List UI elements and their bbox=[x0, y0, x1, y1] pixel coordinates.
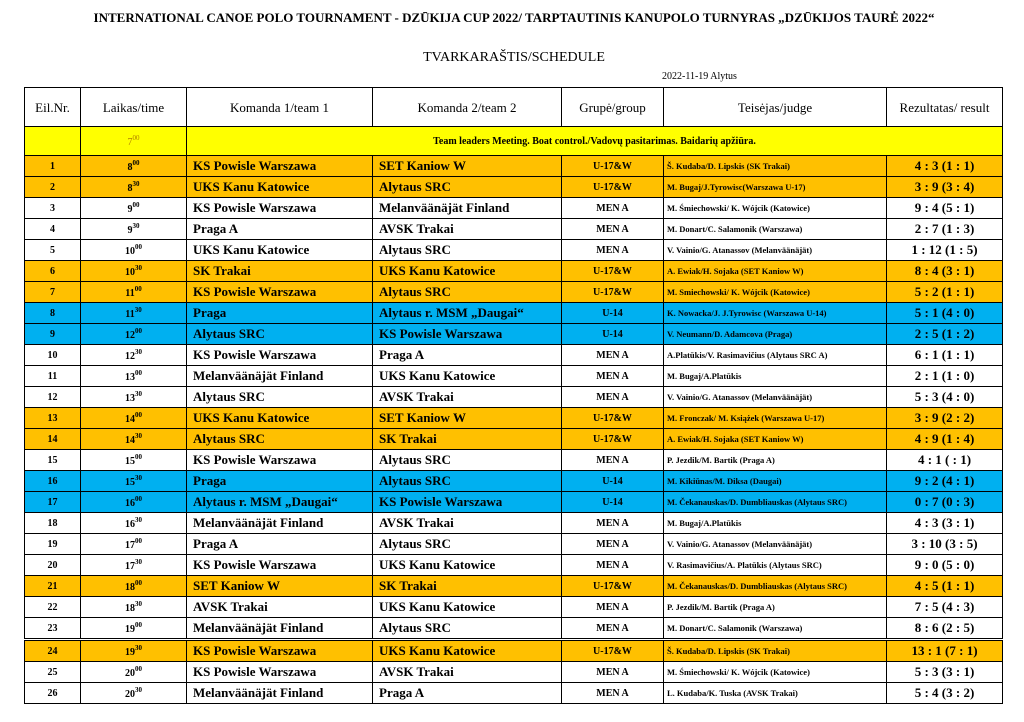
team-2: Alytaus SRC bbox=[373, 534, 562, 555]
match-hour: 10 bbox=[125, 246, 135, 257]
match-result: 9 : 0 (5 : 0) bbox=[887, 555, 1003, 576]
header-time: Laikas/time bbox=[81, 88, 187, 127]
team-1: UKS Kanu Katowice bbox=[187, 177, 373, 198]
header-team1: Komanda 1/team 1 bbox=[187, 88, 373, 127]
match-judge: V. Rasimavičius/A. Platūkis (Alytaus SRC) bbox=[664, 555, 887, 576]
team-1: KS Powisle Warszawa bbox=[187, 450, 373, 471]
match-result: 3 : 9 (2 : 2) bbox=[887, 408, 1003, 429]
team-1: KS Powisle Warszawa bbox=[187, 198, 373, 219]
match-number: 24 bbox=[25, 640, 81, 662]
match-hour: 15 bbox=[125, 456, 135, 467]
match-result: 1 : 12 (1 : 5) bbox=[887, 240, 1003, 261]
team-1: KS Powisle Warszawa bbox=[187, 555, 373, 576]
team-2: AVSK Trakai bbox=[373, 387, 562, 408]
match-judge: M. Bugaj/A.Platūkis bbox=[664, 366, 887, 387]
team-1: SK Trakai bbox=[187, 261, 373, 282]
match-hour: 15 bbox=[125, 477, 135, 488]
match-result: 5 : 3 (3 : 1) bbox=[887, 662, 1003, 683]
match-time bbox=[81, 429, 187, 450]
match-number: 5 bbox=[25, 240, 81, 261]
table-row bbox=[25, 683, 1003, 704]
match-time bbox=[81, 618, 187, 640]
match-time bbox=[81, 662, 187, 683]
match-time bbox=[81, 198, 187, 219]
match-time bbox=[81, 345, 187, 366]
table-row bbox=[25, 555, 1003, 576]
match-time bbox=[81, 576, 187, 597]
table-row bbox=[25, 282, 1003, 303]
match-number: 14 bbox=[25, 429, 81, 450]
match-time bbox=[81, 492, 187, 513]
team-1: Alytaus r. MSM „Daugai“ bbox=[187, 492, 373, 513]
match-judge: P. Jezdik/M. Bartik (Praga A) bbox=[664, 597, 887, 618]
team-2: SK Trakai bbox=[373, 576, 562, 597]
match-hour: 18 bbox=[125, 582, 135, 593]
table-row bbox=[25, 387, 1003, 408]
match-group: U-14 bbox=[562, 492, 664, 513]
match-result: 2 : 7 (1 : 3) bbox=[887, 219, 1003, 240]
match-result: 4 : 9 (1 : 4) bbox=[887, 429, 1003, 450]
match-time bbox=[81, 324, 187, 345]
match-time bbox=[81, 513, 187, 534]
match-group: MEN A bbox=[562, 240, 664, 261]
match-minutes: 00 bbox=[135, 453, 142, 461]
meeting-text: Team leaders Meeting. Boat control./Vadovų pasitarimas. Baidarių apžiūra. bbox=[187, 127, 1003, 156]
document-title: INTERNATIONAL CANOE POLO TOURNAMENT - DZŪKIJA CUP 2022/ TARPTAUTINIS KANUPOLO TURNYRAS „DZŪKIJOS TAURĖ 2022“ bbox=[93, 10, 935, 25]
match-minutes: 30 bbox=[135, 432, 142, 440]
match-time bbox=[81, 450, 187, 471]
match-number: 2 bbox=[25, 177, 81, 198]
match-result: 5 : 4 (3 : 2) bbox=[887, 683, 1003, 704]
match-minutes: 00 bbox=[132, 201, 140, 209]
match-result: 9 : 2 (4 : 1) bbox=[887, 471, 1003, 492]
team-2: Alytaus SRC bbox=[373, 471, 562, 492]
table-row bbox=[25, 177, 1003, 198]
team-1: KS Powisle Warszawa bbox=[187, 156, 373, 177]
match-hour: 12 bbox=[125, 330, 135, 341]
table-row bbox=[25, 261, 1003, 282]
match-group: U-17&W bbox=[562, 429, 664, 450]
match-minutes: 30 bbox=[135, 558, 142, 566]
header-result: Rezultatas/ result bbox=[887, 88, 1003, 127]
team-1: Melanväänäjät Finland bbox=[187, 683, 373, 704]
match-judge: V. Vainio/G. Atanassov (Melanväänäjät) bbox=[664, 240, 887, 261]
match-time bbox=[81, 261, 187, 282]
match-number: 4 bbox=[25, 219, 81, 240]
match-minutes: 30 bbox=[135, 390, 142, 398]
meeting-hour: 7 bbox=[127, 137, 133, 148]
match-minutes: 00 bbox=[135, 665, 142, 673]
match-minutes: 30 bbox=[135, 686, 142, 694]
match-minutes: 00 bbox=[135, 537, 142, 545]
match-hour: 10 bbox=[125, 267, 135, 278]
match-group: MEN A bbox=[562, 513, 664, 534]
match-result: 3 : 10 (3 : 5) bbox=[887, 534, 1003, 555]
match-group: MEN A bbox=[562, 597, 664, 618]
team-2: SK Trakai bbox=[373, 429, 562, 450]
match-number: 16 bbox=[25, 471, 81, 492]
schedule-table bbox=[24, 87, 1003, 704]
match-minutes: 00 bbox=[135, 243, 142, 251]
match-result: 5 : 2 (1 : 1) bbox=[887, 282, 1003, 303]
team-1: UKS Kanu Katowice bbox=[187, 240, 373, 261]
match-minutes: 00 bbox=[135, 327, 142, 335]
match-minutes: 30 bbox=[132, 222, 140, 230]
team-2: Praga A bbox=[373, 345, 562, 366]
table-row bbox=[25, 324, 1003, 345]
match-number: 13 bbox=[25, 408, 81, 429]
team-2: Alytaus SRC bbox=[373, 177, 562, 198]
match-group: U-17&W bbox=[562, 282, 664, 303]
document-date: 2022-11-19 Alytus bbox=[662, 71, 737, 82]
match-judge: M. Donart/C. Salamonik (Warszawa) bbox=[664, 618, 887, 640]
match-minutes: 30 bbox=[135, 600, 142, 608]
match-group: MEN A bbox=[562, 198, 664, 219]
match-number: 21 bbox=[25, 576, 81, 597]
match-hour: 20 bbox=[125, 668, 135, 679]
match-judge: A.Platūkis/V. Rasimavičius (Alytaus SRC A) bbox=[664, 345, 887, 366]
table-row bbox=[25, 640, 1003, 662]
match-result: 4 : 3 (1 : 1) bbox=[887, 156, 1003, 177]
match-time bbox=[81, 156, 187, 177]
team-2: KS Powisle Warszawa bbox=[373, 492, 562, 513]
match-result: 5 : 3 (4 : 0) bbox=[887, 387, 1003, 408]
team-2: UKS Kanu Katowice bbox=[373, 640, 562, 662]
team-2: UKS Kanu Katowice bbox=[373, 261, 562, 282]
match-result: 2 : 1 (1 : 0) bbox=[887, 366, 1003, 387]
match-time bbox=[81, 408, 187, 429]
match-result: 5 : 1 (4 : 0) bbox=[887, 303, 1003, 324]
match-minutes: 30 bbox=[135, 264, 142, 272]
match-time bbox=[81, 219, 187, 240]
match-hour: 17 bbox=[125, 540, 135, 551]
match-group: MEN A bbox=[562, 555, 664, 576]
match-judge: M. Smiechowski/ K. Wójcik (Katowice) bbox=[664, 282, 887, 303]
table-row bbox=[25, 513, 1003, 534]
team-1: Praga A bbox=[187, 534, 373, 555]
team-2: Alytaus SRC bbox=[373, 618, 562, 640]
match-time bbox=[81, 387, 187, 408]
meeting-time bbox=[81, 127, 187, 156]
table-row bbox=[25, 408, 1003, 429]
match-hour: 8 bbox=[127, 162, 133, 173]
match-judge: M. Čekanauskas/D. Dumbliauskas (Alytaus SRC) bbox=[664, 576, 887, 597]
match-judge: M. Fronczak/ M. Książek (Warszawa U-17) bbox=[664, 408, 887, 429]
team-1: AVSK Trakai bbox=[187, 597, 373, 618]
match-number: 8 bbox=[25, 303, 81, 324]
team-2: Melanväänäjät Finland bbox=[373, 198, 562, 219]
table-row bbox=[25, 303, 1003, 324]
match-result: 2 : 5 (1 : 2) bbox=[887, 324, 1003, 345]
team-1: KS Powisle Warszawa bbox=[187, 662, 373, 683]
table-row bbox=[25, 597, 1003, 618]
match-number: 15 bbox=[25, 450, 81, 471]
match-hour: 19 bbox=[125, 624, 135, 635]
match-number: 17 bbox=[25, 492, 81, 513]
match-time bbox=[81, 282, 187, 303]
table-row bbox=[25, 450, 1003, 471]
match-hour: 11 bbox=[125, 309, 135, 320]
match-time bbox=[81, 177, 187, 198]
match-hour: 8 bbox=[127, 183, 133, 194]
match-group: U-17&W bbox=[562, 640, 664, 662]
match-time bbox=[81, 534, 187, 555]
match-result: 7 : 5 (4 : 3) bbox=[887, 597, 1003, 618]
match-hour: 14 bbox=[125, 414, 135, 425]
match-number: 9 bbox=[25, 324, 81, 345]
match-number: 19 bbox=[25, 534, 81, 555]
match-hour: 9 bbox=[127, 225, 133, 236]
table-row bbox=[25, 219, 1003, 240]
header-nr: Eil.Nr. bbox=[25, 88, 81, 127]
team-1: Melanväänäjät Finland bbox=[187, 618, 373, 640]
meeting-nr-cell bbox=[25, 127, 81, 156]
match-hour: 13 bbox=[125, 393, 135, 404]
header-group: Grupė/group bbox=[562, 88, 664, 127]
team-2: AVSK Trakai bbox=[373, 513, 562, 534]
team-1: Melanväänäjät Finland bbox=[187, 513, 373, 534]
table-row bbox=[25, 240, 1003, 261]
match-number: 7 bbox=[25, 282, 81, 303]
match-result: 8 : 6 (2 : 5) bbox=[887, 618, 1003, 640]
match-number: 23 bbox=[25, 618, 81, 640]
team-2: AVSK Trakai bbox=[373, 219, 562, 240]
team-1: KS Powisle Warszawa bbox=[187, 345, 373, 366]
match-judge: V. Vainio/G. Atanassov (Melanväänäjät) bbox=[664, 387, 887, 408]
meeting-minutes: 00 bbox=[132, 134, 140, 142]
match-group: MEN A bbox=[562, 534, 664, 555]
match-judge: V. Vainio/G. Atanassov (Melanväänäjät) bbox=[664, 534, 887, 555]
match-group: MEN A bbox=[562, 387, 664, 408]
match-group: U-17&W bbox=[562, 177, 664, 198]
match-judge: M. Śmiechowski/ K. Wójcik (Katowice) bbox=[664, 662, 887, 683]
match-group: MEN A bbox=[562, 345, 664, 366]
match-number: 11 bbox=[25, 366, 81, 387]
match-time bbox=[81, 683, 187, 704]
table-row bbox=[25, 471, 1003, 492]
match-group: U-17&W bbox=[562, 576, 664, 597]
team-2: KS Powisle Warszawa bbox=[373, 324, 562, 345]
meeting-row bbox=[25, 127, 1003, 156]
team-2: Alytaus SRC bbox=[373, 282, 562, 303]
match-number: 22 bbox=[25, 597, 81, 618]
table-row bbox=[25, 618, 1003, 640]
match-minutes: 00 bbox=[135, 411, 142, 419]
team-1: Praga bbox=[187, 303, 373, 324]
match-result: 8 : 4 (3 : 1) bbox=[887, 261, 1003, 282]
table-row bbox=[25, 662, 1003, 683]
match-time bbox=[81, 597, 187, 618]
team-2: SET Kaniow W bbox=[373, 156, 562, 177]
match-minutes: 00 bbox=[135, 621, 142, 629]
team-1: Praga A bbox=[187, 219, 373, 240]
team-2: UKS Kanu Katowice bbox=[373, 597, 562, 618]
match-group: U-17&W bbox=[562, 261, 664, 282]
match-result: 13 : 1 (7 : 1) bbox=[887, 640, 1003, 662]
match-hour: 18 bbox=[125, 603, 135, 614]
team-1: UKS Kanu Katowice bbox=[187, 408, 373, 429]
match-judge: M. Kikiūnas/M. Diksa (Daugai) bbox=[664, 471, 887, 492]
match-judge: M. Bugaj/A.Platūkis bbox=[664, 513, 887, 534]
match-judge: M. Bugaj/J.Tyrowisc(Warszawa U-17) bbox=[664, 177, 887, 198]
match-number: 10 bbox=[25, 345, 81, 366]
match-group: MEN A bbox=[562, 618, 664, 640]
match-hour: 16 bbox=[125, 498, 135, 509]
team-1: KS Powisle Warszawa bbox=[187, 640, 373, 662]
match-time bbox=[81, 471, 187, 492]
match-minutes: 30 bbox=[132, 180, 140, 188]
match-result: 4 : 1 ( : 1) bbox=[887, 450, 1003, 471]
match-judge: L. Kudaba/K. Tuska (AVSK Trakai) bbox=[664, 683, 887, 704]
match-group: MEN A bbox=[562, 662, 664, 683]
match-time bbox=[81, 640, 187, 662]
match-minutes: 00 bbox=[135, 495, 142, 503]
document-subtitle: TVARKARAŠTIS/SCHEDULE bbox=[423, 50, 605, 65]
match-hour: 12 bbox=[125, 351, 135, 362]
match-number: 26 bbox=[25, 683, 81, 704]
match-minutes: 30 bbox=[135, 516, 142, 524]
match-judge: M. Čekanauskas/D. Dumbliauskas (Alytaus SRC) bbox=[664, 492, 887, 513]
team-2: Alytaus SRC bbox=[373, 450, 562, 471]
match-group: MEN A bbox=[562, 683, 664, 704]
match-group: U-17&W bbox=[562, 156, 664, 177]
match-minutes: 00 bbox=[132, 159, 140, 167]
match-judge: Š. Kudaba/D. Lipskis (SK Trakai) bbox=[664, 156, 887, 177]
match-time bbox=[81, 555, 187, 576]
match-number: 25 bbox=[25, 662, 81, 683]
match-judge: M. Śmiechowski/ K. Wójcik (Katowice) bbox=[664, 198, 887, 219]
match-hour: 16 bbox=[125, 519, 135, 530]
team-2: Alytaus SRC bbox=[373, 240, 562, 261]
table-row bbox=[25, 198, 1003, 219]
header-team2: Komanda 2/team 2 bbox=[373, 88, 562, 127]
table-row bbox=[25, 345, 1003, 366]
table-row bbox=[25, 156, 1003, 177]
match-hour: 17 bbox=[125, 561, 135, 572]
table-row bbox=[25, 492, 1003, 513]
match-hour: 13 bbox=[125, 372, 135, 383]
match-number: 6 bbox=[25, 261, 81, 282]
table-row bbox=[25, 576, 1003, 597]
match-number: 20 bbox=[25, 555, 81, 576]
match-minutes: 00 bbox=[134, 285, 142, 293]
match-result: 4 : 3 (3 : 1) bbox=[887, 513, 1003, 534]
table-row bbox=[25, 429, 1003, 450]
match-number: 3 bbox=[25, 198, 81, 219]
team-1: Alytaus SRC bbox=[187, 324, 373, 345]
match-time bbox=[81, 366, 187, 387]
header-judge: Teisėjas/judge bbox=[664, 88, 887, 127]
team-1: Praga bbox=[187, 471, 373, 492]
match-hour: 9 bbox=[127, 204, 133, 215]
match-result: 6 : 1 (1 : 1) bbox=[887, 345, 1003, 366]
schedule-body bbox=[25, 127, 1003, 704]
match-judge: P. Jezdik/M. Bartik (Praga A) bbox=[664, 450, 887, 471]
team-2: UKS Kanu Katowice bbox=[373, 366, 562, 387]
match-number: 12 bbox=[25, 387, 81, 408]
match-judge: A. Ewiak/H. Sojaka (SET Kaniow W) bbox=[664, 261, 887, 282]
team-2: Praga A bbox=[373, 683, 562, 704]
team-1: Alytaus SRC bbox=[187, 387, 373, 408]
match-result: 0 : 7 (0 : 3) bbox=[887, 492, 1003, 513]
match-group: U-17&W bbox=[562, 408, 664, 429]
match-time bbox=[81, 240, 187, 261]
team-2: UKS Kanu Katowice bbox=[373, 555, 562, 576]
match-group: U-14 bbox=[562, 324, 664, 345]
team-2: AVSK Trakai bbox=[373, 662, 562, 683]
match-minutes: 30 bbox=[134, 306, 142, 314]
table-row bbox=[25, 366, 1003, 387]
match-number: 1 bbox=[25, 156, 81, 177]
match-result: 3 : 9 (3 : 4) bbox=[887, 177, 1003, 198]
team-1: SET Kaniow W bbox=[187, 576, 373, 597]
team-1: Alytaus SRC bbox=[187, 429, 373, 450]
match-judge: M. Donart/C. Salamonik (Warszawa) bbox=[664, 219, 887, 240]
match-minutes: 00 bbox=[135, 579, 142, 587]
match-number: 18 bbox=[25, 513, 81, 534]
match-hour: 20 bbox=[125, 689, 135, 700]
match-group: U-14 bbox=[562, 303, 664, 324]
match-minutes: 30 bbox=[135, 644, 142, 652]
match-minutes: 00 bbox=[135, 369, 142, 377]
match-group: MEN A bbox=[562, 219, 664, 240]
match-time bbox=[81, 303, 187, 324]
team-1: Melanväänäjät Finland bbox=[187, 366, 373, 387]
table-row bbox=[25, 534, 1003, 555]
match-hour: 11 bbox=[125, 288, 135, 299]
match-group: MEN A bbox=[562, 366, 664, 387]
team-1: KS Powisle Warszawa bbox=[187, 282, 373, 303]
match-group: MEN A bbox=[562, 450, 664, 471]
match-hour: 14 bbox=[125, 435, 135, 446]
match-judge: A. Ewiak/H. Sojaka (SET Kaniow W) bbox=[664, 429, 887, 450]
match-result: 4 : 5 (1 : 1) bbox=[887, 576, 1003, 597]
match-judge: V. Neumann/D. Adamcova (Praga) bbox=[664, 324, 887, 345]
table-header-row bbox=[25, 88, 1003, 127]
match-result: 9 : 4 (5 : 1) bbox=[887, 198, 1003, 219]
match-hour: 19 bbox=[125, 647, 135, 658]
match-minutes: 30 bbox=[135, 474, 142, 482]
match-judge: Š. Kudaba/D. Lipskis (SK Trakai) bbox=[664, 640, 887, 662]
team-2: Alytaus r. MSM „Daugai“ bbox=[373, 303, 562, 324]
match-group: U-14 bbox=[562, 471, 664, 492]
match-judge: K. Nowacka/J. J.Tyrowisc (Warszawa U-14) bbox=[664, 303, 887, 324]
match-minutes: 30 bbox=[135, 348, 142, 356]
team-2: SET Kaniow W bbox=[373, 408, 562, 429]
